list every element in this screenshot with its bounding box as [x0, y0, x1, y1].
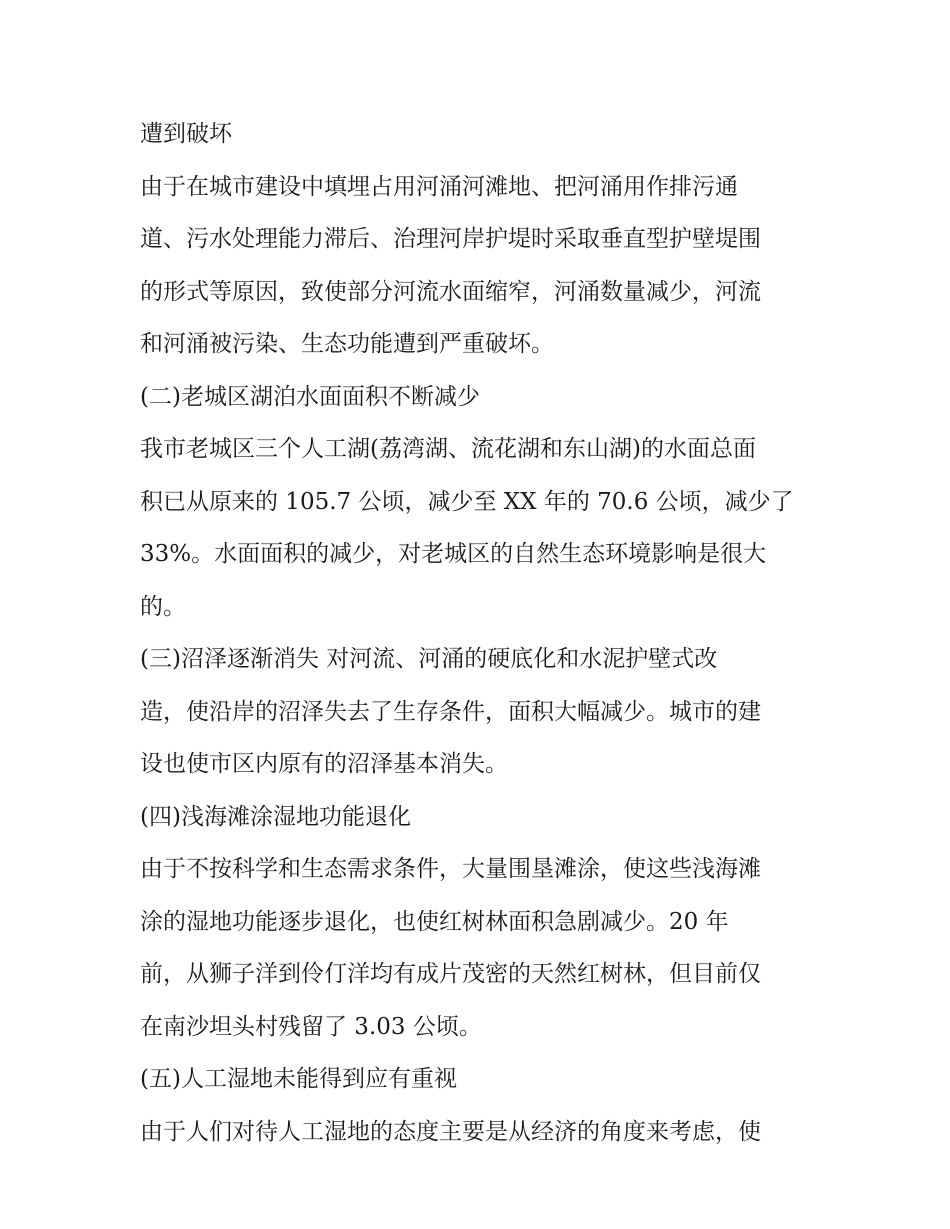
text-line-20: 由于人们对待人工湿地的态度主要是从经济的角度来考虑，使	[140, 1118, 761, 1145]
section-heading-3: (三)沼泽逐渐消失 对河流、河涌的硬底化和水泥护壁式改	[140, 646, 718, 672]
document-body	[140, 108, 830, 1158]
text-line-7: 我市老城区三个人工湖(荔湾湖、流花湖和东山湖)的水面总面	[140, 436, 756, 462]
text-line-8: 积已从原来的 105.7 公顷，减少至 XX 年的 70.6 公顷，减少了	[140, 488, 794, 515]
text-line-13: 设也使市区内原有的沼泽基本消失。	[140, 751, 508, 777]
text-line-9: 33%。水面面积的减少，对老城区的自然生态环境影响是很大	[140, 541, 767, 567]
text-line-15: 由于不按科学和生态需求条件，大量围垦滩涂，使这些浅海滩	[140, 856, 761, 882]
section-heading-2: (二)老城区湖泊水面面积不断减少	[140, 383, 480, 410]
text-line-3: 道、污水处理能力滞后、治理河岸护堤时采取垂直型护壁堤围	[140, 226, 761, 252]
text-line-2: 由于在城市建设中填埋占用河涌河滩地、把河涌用作排污通	[140, 173, 738, 200]
text-line-5: 和河涌被污染、生态功能遭到严重破坏。	[140, 331, 554, 357]
text-line-4: 的形式等原因，致使部分河流水面缩窄，河涌数量减少，河流	[140, 278, 761, 305]
text-line-18: 在南沙坦头村残留了 3.03 公顷。	[140, 1013, 482, 1040]
section-heading-5: (五)人工湿地未能得到应有重视	[140, 1066, 457, 1092]
text-line-10: 的。	[140, 593, 186, 620]
section-heading-4: (四)浅海滩涂湿地功能退化	[140, 803, 411, 830]
text-line-1: 遭到破坏	[140, 121, 232, 147]
text-line-16: 涂的湿地功能逐步退化，也使红树林面积急剧减少。20 年	[140, 908, 729, 935]
text-line-17: 前，从狮子洋到伶仃洋均有成片茂密的天然红树林，但目前仅	[140, 961, 761, 987]
text-line-12: 造，使沿岸的沼泽失去了生存条件，面积大幅减少。城市的建	[140, 698, 761, 725]
